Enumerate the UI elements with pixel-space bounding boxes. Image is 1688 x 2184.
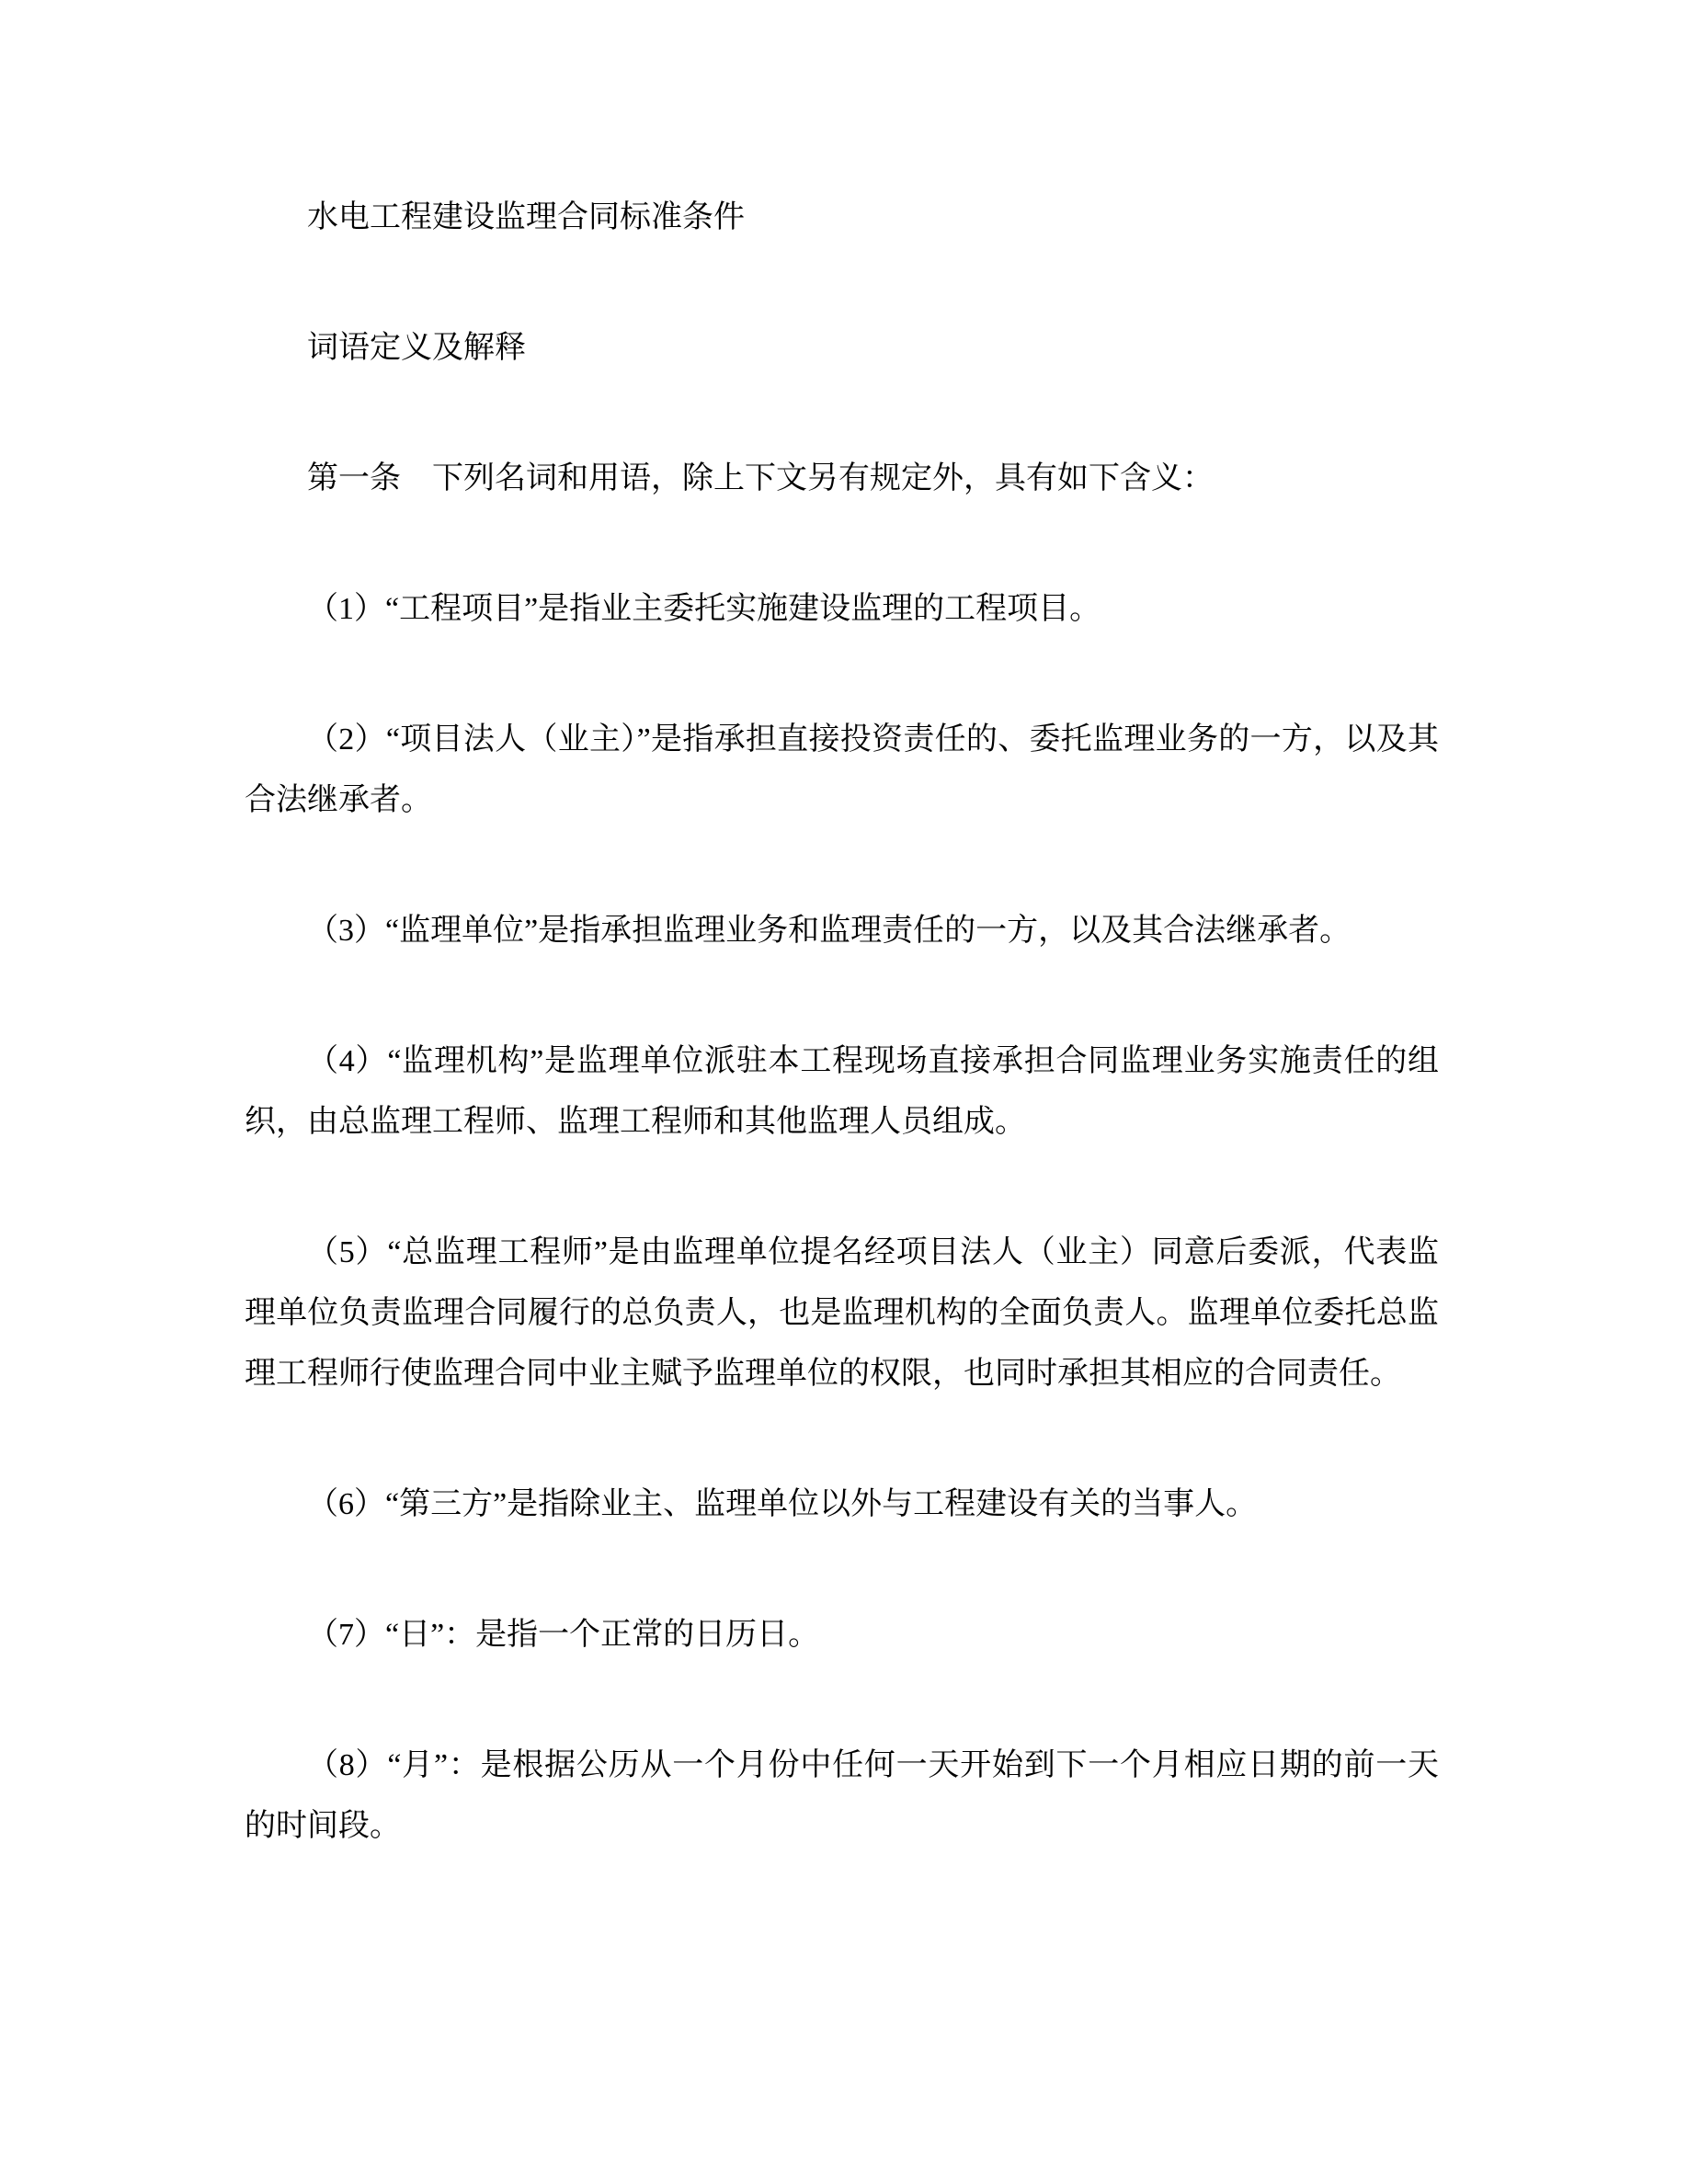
definition-item-7: （7）“日”：是指一个正常的日历日。	[307, 1618, 820, 1652]
definition-item-6: （6）“第三方”是指除业主、监理单位以外与工程建设有关的当事人。	[307, 1487, 1258, 1521]
article-1-lead: 第一条 下列名词和用语，除上下文另有规定外，具有如下含义：	[307, 461, 1214, 495]
definition-item-4: （4）“监理机构”是监理单位派驻本工程现场直接承担合同监理业务实施责任的组织，由总监理工程师、监理工程师和其他监理人员组成。	[245, 1044, 1439, 1139]
definition-item-2: （2）“项目法人（业主）”是指承担直接投资责任的、委托监理业务的一方，以及其合法继承者。	[245, 722, 1439, 817]
definition-item-1: （1）“工程项目”是指业主委托实施建设监理的工程项目。	[307, 592, 1101, 626]
section-heading: 词语定义及解释	[307, 331, 526, 365]
definition-item-3: （3）“监理单位”是指承担监理业务和监理责任的一方，以及其合法继承者。	[307, 914, 1352, 948]
document-title: 水电工程建设监理合同标准条件	[307, 200, 745, 234]
definition-item-5: （5）“总监理工程师”是由监理单位提名经项目法人（业主）同意后委派，代表监理单位负责监理合同履行的总负责人，也是监理机构的全面负责人。监理单位委托总监理工程师行使监理合同中业主赋予监理单位的权限，也同时承担其相应的合同责任。	[245, 1235, 1439, 1391]
definition-item-8: （8）“月”：是根据公历从一个月份中任何一天开始到下一个月相应日期的前一天的时间段。	[245, 1748, 1439, 1843]
